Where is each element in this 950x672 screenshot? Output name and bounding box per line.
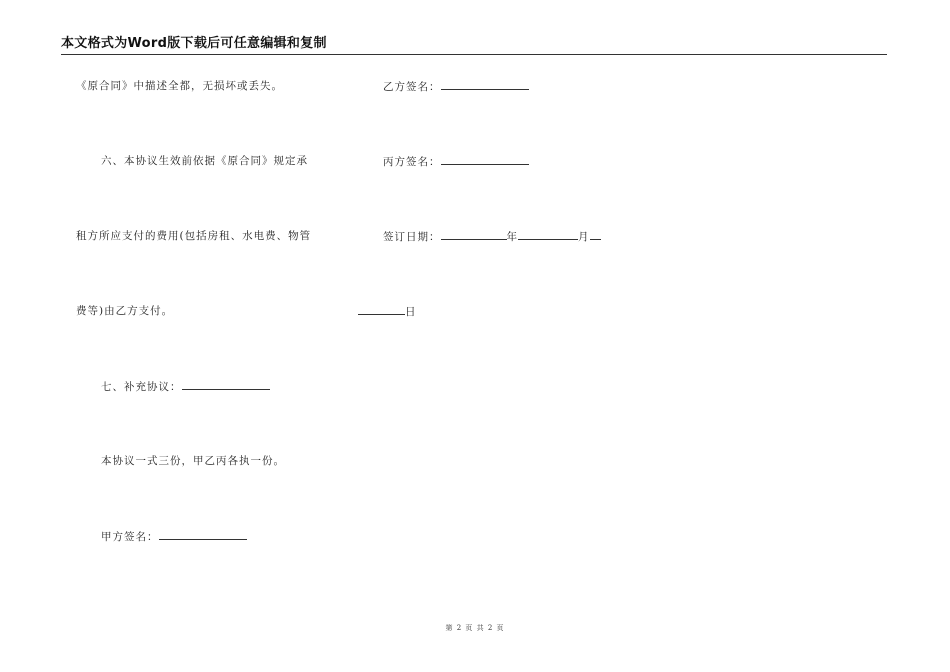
party-a-signature-row: [101, 529, 247, 544]
clause-seven: [101, 379, 270, 394]
day-label: 日: [405, 306, 417, 318]
clause-six-line-3: 费等)由乙方支付。: [76, 305, 174, 317]
clause-six-line-2: 租方所应支付的费用(包括房租、水电费、物管: [76, 230, 312, 242]
copies-statement: 本协议一式三份，甲乙丙各执一份。: [101, 455, 285, 467]
clause-text-line-1: 《原合同》中描述全都，无损坏或丢失。: [76, 80, 283, 92]
sign-day-blank[interactable]: [358, 304, 405, 315]
sign-day-blank-start[interactable]: [590, 229, 601, 240]
document-header: [61, 36, 887, 55]
sign-month-blank[interactable]: [518, 229, 578, 240]
sign-date-label: 签订日期：: [383, 231, 441, 243]
party-b-signature-row: [383, 79, 529, 94]
party-a-signature-label: 甲方签名：: [101, 531, 159, 543]
header-title: 本文格式为Word版下载后可任意编辑和复制: [61, 36, 327, 51]
sign-day-row: [358, 304, 417, 319]
month-label: 月: [578, 231, 590, 243]
party-b-signature-blank[interactable]: [441, 79, 529, 90]
party-c-signature-blank[interactable]: [441, 154, 529, 165]
page-footer: 第 2 页 共 2 页: [445, 624, 505, 632]
supplementary-agreement-label: 七、补充协议：: [101, 381, 182, 393]
sign-date-row: [383, 229, 601, 244]
party-b-signature-label: 乙方签名：: [383, 81, 441, 93]
party-c-signature-label: 丙方签名：: [383, 156, 441, 168]
party-c-signature-row: [383, 154, 529, 169]
clause-six-line-1: 六、本协议生效前依据《原合同》规定承: [101, 155, 308, 167]
party-a-signature-blank[interactable]: [159, 529, 247, 540]
year-label: 年: [506, 231, 518, 243]
supplementary-agreement-blank[interactable]: [182, 379, 270, 390]
sign-year-blank[interactable]: [441, 229, 507, 240]
